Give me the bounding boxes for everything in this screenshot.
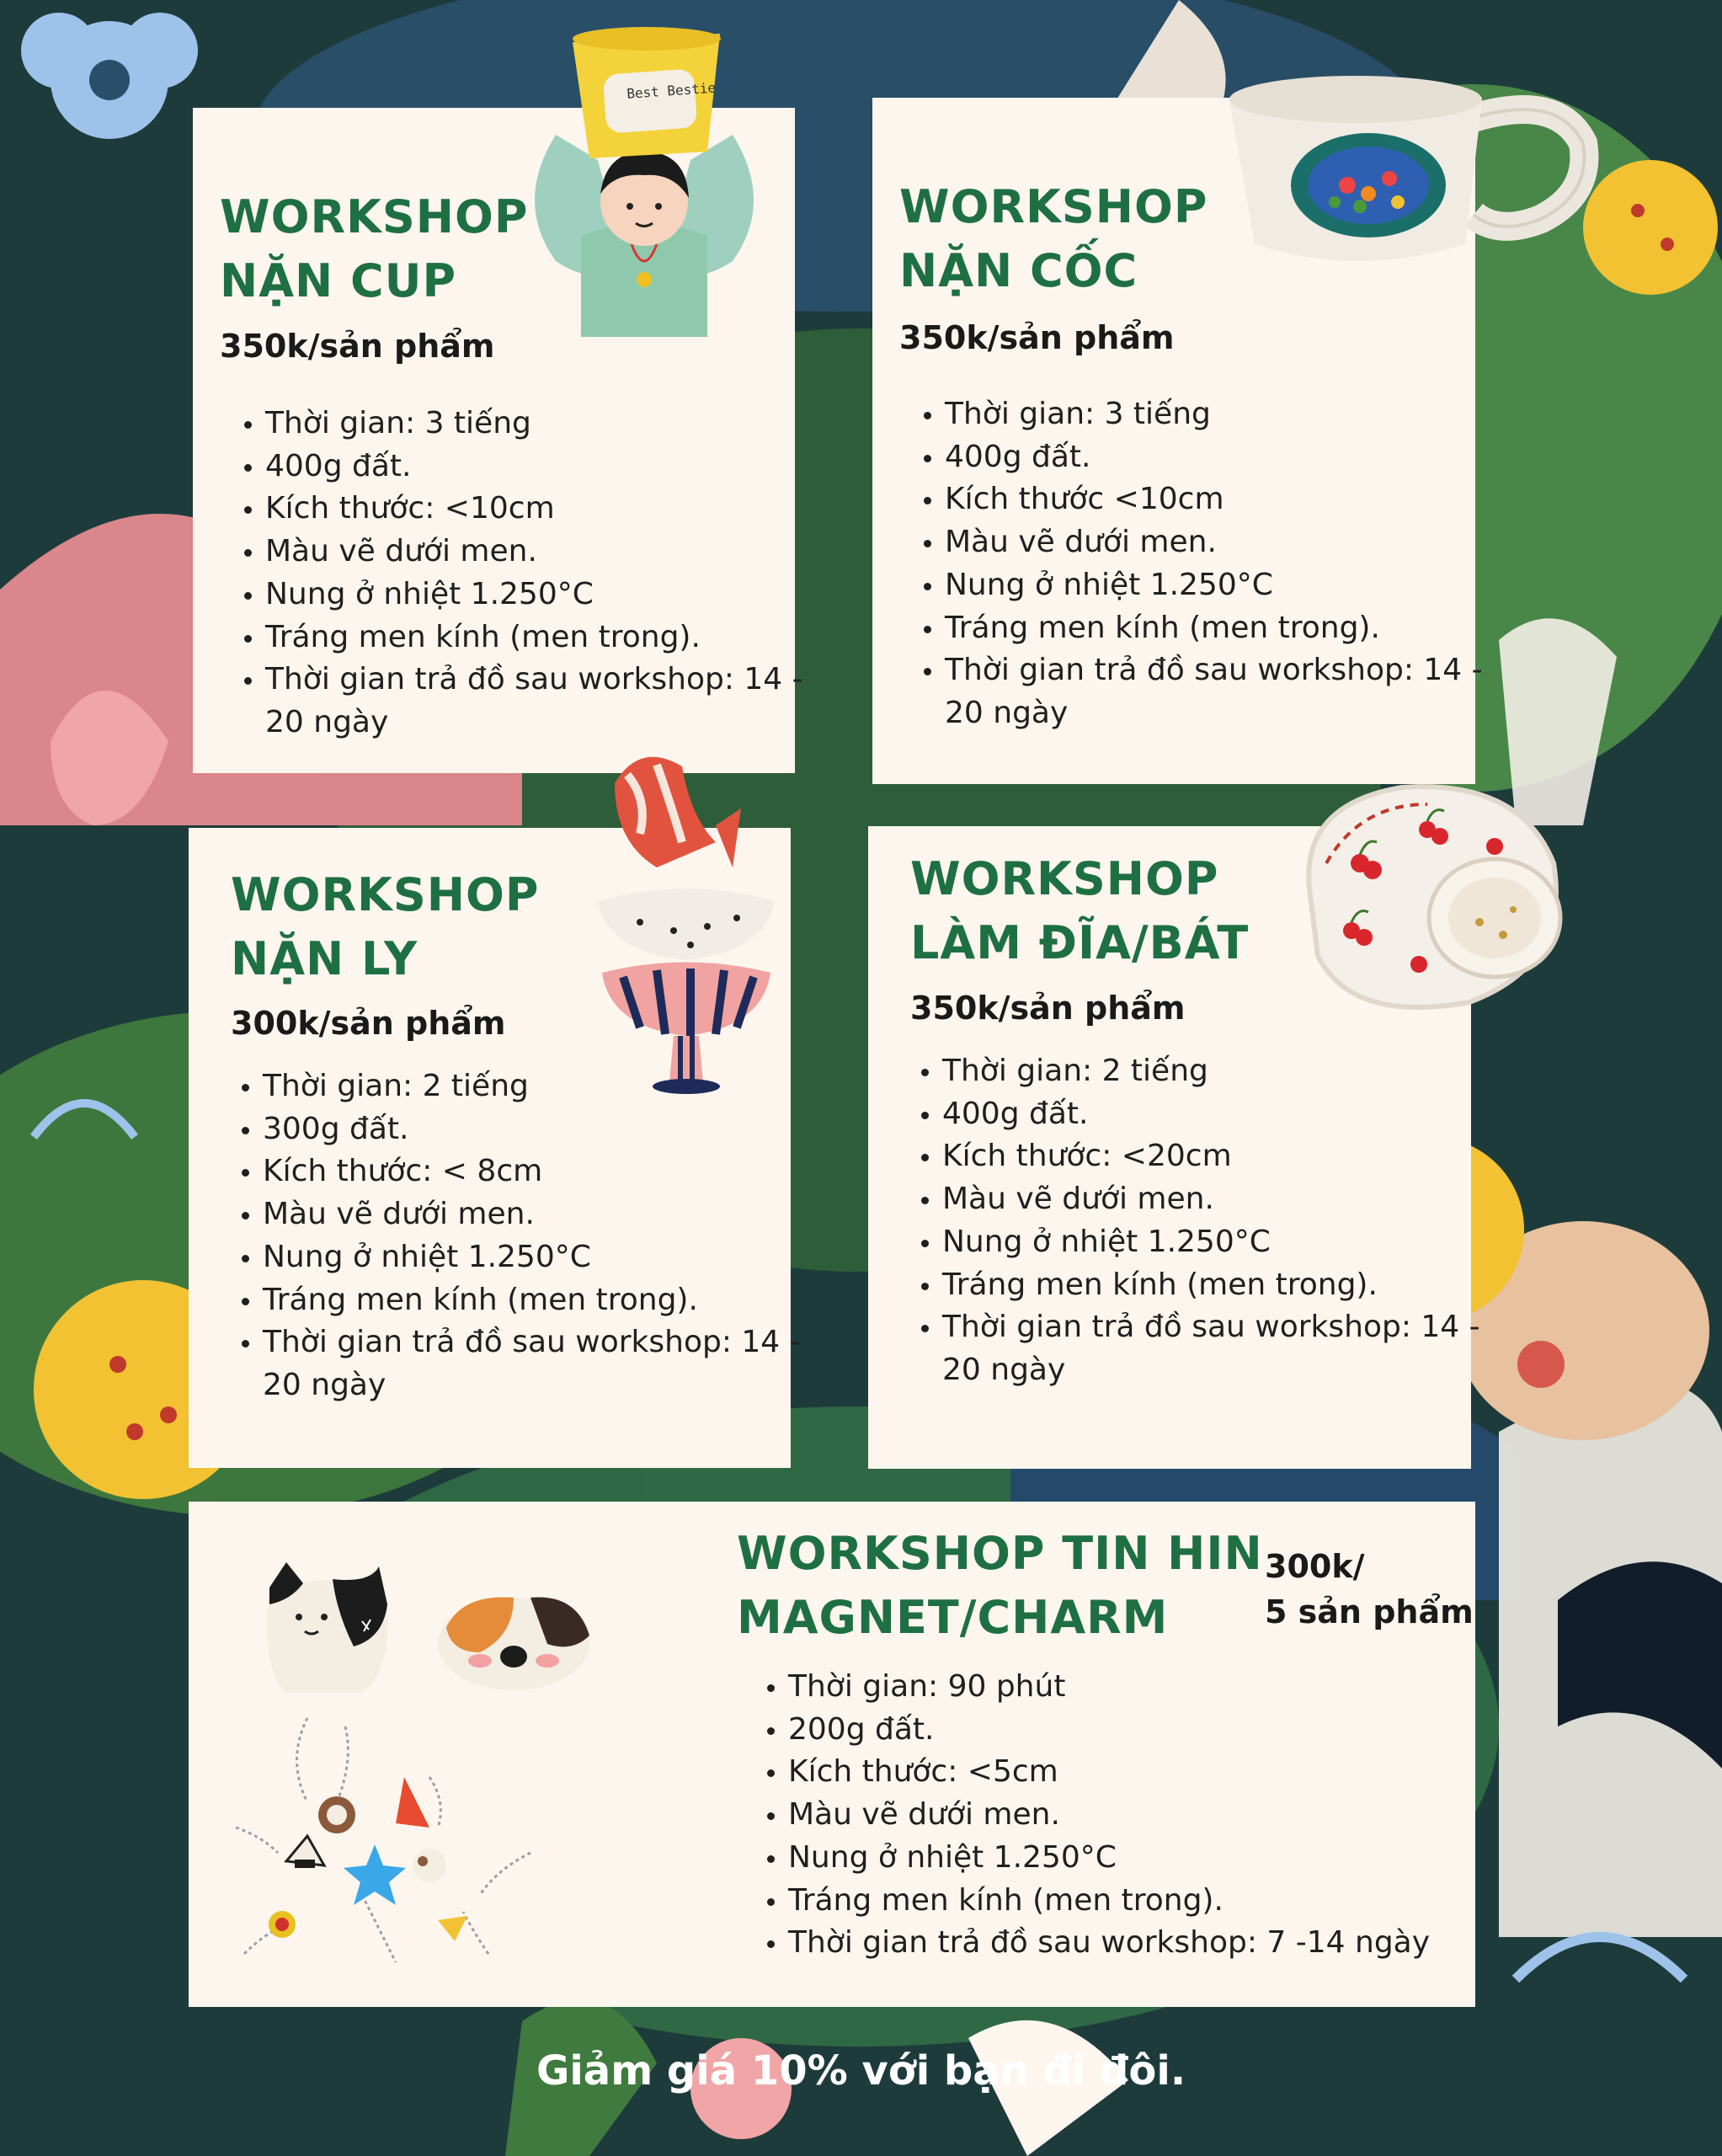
dog-magnet-image [429,1577,598,1694]
list-item: • Nung ở nhiệt 1.250°C [788,1837,1479,1880]
list-item: • Màu vẽ dưới men. [263,1193,802,1236]
card-title: WORKSHOP NẶN CỐC [899,180,1208,297]
card-title: WORKSHOP NẶN LY [231,868,540,985]
card-details-list [221,403,804,744]
list-item: • Thời gian: 2 tiếng [942,1050,1481,1093]
list-item: • Tráng men kính (men trong). [265,616,804,659]
list-item: • Thời gian trả đồ sau workshop: 7 -14 ngày [788,1922,1479,1965]
list-item: • 200g đất. [788,1709,1479,1752]
card-title: WORKSHOP LÀM ĐĨA/BÁT [910,852,1250,969]
card-details-list [219,1065,802,1407]
cat-magnet-image [253,1554,392,1701]
list-item: • Màu vẽ dưới men. [942,1178,1481,1221]
list-item: • Kích thước: <20cm [942,1135,1481,1178]
cup-lettering: Best Bestie [626,79,717,102]
card-title: WORKSHOP NẶN CUP [220,190,529,307]
card-details-list [898,1050,1481,1392]
list-item: • Thời gian: 90 phút [788,1666,1479,1709]
list-item: • Kích thước: <10cm [265,488,804,531]
list-item: • 400g đất. [945,436,1484,479]
list-item: • Nung ở nhiệt 1.250°C [263,1236,802,1279]
list-item: • Thời gian: 3 tiếng [945,393,1484,436]
list-item: • Kích thước <10cm [945,478,1484,521]
list-item: • Thời gian trả đồ sau workshop: 14 - 20 ngày [945,649,1484,734]
stacked-goblets-image [589,750,783,1095]
list-item: • Tráng men kính (men trong). [942,1264,1481,1307]
list-item: • Nung ở nhiệt 1.250°C [942,1221,1481,1264]
discount-footer-text: Giảm giá 10% với bạn đi đôi. [536,2047,1186,2095]
list-item: • Nung ở nhiệt 1.250°C [945,564,1484,607]
list-item: • Màu vẽ dưới men. [788,1794,1479,1837]
list-item: • 400g đất. [942,1093,1481,1136]
list-item: • Thời gian: 2 tiếng [263,1065,802,1108]
list-item: • Màu vẽ dưới men. [265,531,804,574]
card-details-list [901,393,1484,735]
list-item: • 400g đất. [265,446,804,488]
card-price: 350k/sản phẩm [910,990,1186,1027]
list-item: • Tráng men kính (men trong). [945,607,1484,650]
list-item: • Thời gian trả đồ sau workshop: 14 - 20 ngày [942,1306,1481,1391]
list-item: • Tráng men kính (men trong). [263,1279,802,1322]
card-price: 300k/sản phẩm [231,1005,506,1042]
list-item: • Nung ở nhiệt 1.250°C [265,574,804,616]
card-price: 350k/sản phẩm [899,319,1175,356]
list-item: • Tráng men kính (men trong). [788,1880,1479,1923]
card-price: 350k/sản phẩm [220,328,495,365]
cup-figure-image [505,25,783,345]
list-item: • Kích thước: <5cm [788,1751,1479,1794]
ceramic-mug-image [1221,67,1596,286]
card-title: WORKSHOP TIN HIN MAGNET/CHARM [737,1527,1263,1644]
list-item: • Kích thước: < 8cm [263,1150,802,1193]
card-price: 300k/ 5 sản phẩm [1265,1548,1474,1630]
list-item: • Màu vẽ dưới men. [945,521,1484,564]
list-item: • Thời gian trả đồ sau workshop: 14 - 20 ngày [263,1321,802,1406]
list-item: • Thời gian: 3 tiếng [265,403,804,446]
keychain-charms-image [227,1710,539,1971]
cherry-bowl-image [1293,771,1570,1023]
list-item: • Thời gian trả đồ sau workshop: 14 - 20 ngày [265,659,804,744]
list-item: • 300g đất. [263,1108,802,1151]
card-details-list [744,1666,1479,1965]
